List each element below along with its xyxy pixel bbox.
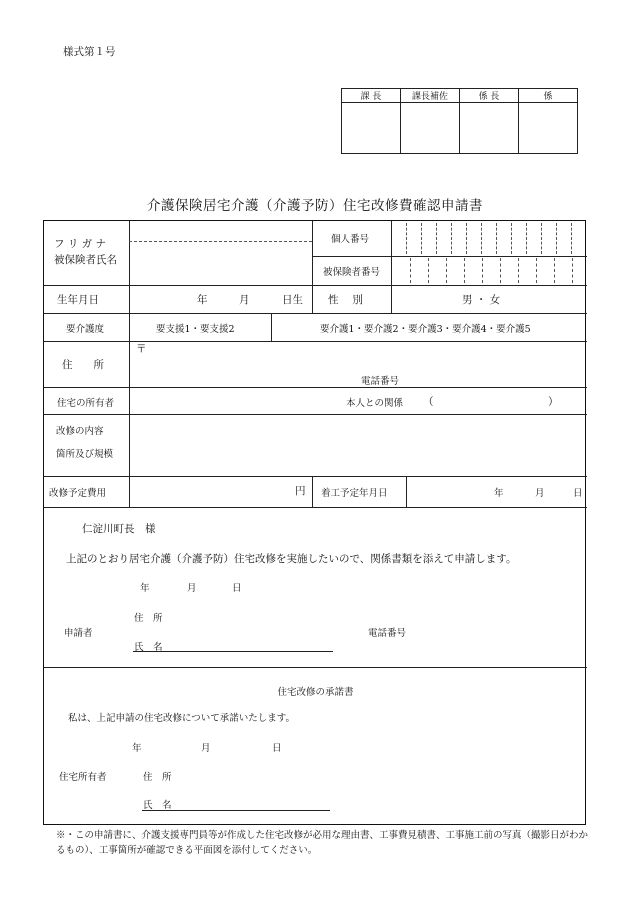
applicant-name-line[interactable]: [133, 651, 333, 652]
application-statement: 上記のとおり居宅介護（介護予防）住宅改修を実施したいので、関係書類を添えて申請します。: [66, 553, 517, 565]
yen-unit: 円: [295, 485, 306, 497]
application-month-label: 月: [187, 583, 197, 594]
consent-day-label: 日: [272, 743, 282, 754]
birthdate-label: 生年月日: [57, 294, 99, 306]
start-day-label: 日: [573, 488, 583, 499]
approval-stamp-2[interactable]: [401, 103, 460, 154]
addressee: 仁淀川町長 様: [82, 523, 156, 535]
application-form: [43, 220, 586, 825]
content-input[interactable]: [131, 416, 585, 474]
applicant-name-label: 氏 名: [134, 642, 163, 653]
birth-year-label: 年: [197, 294, 208, 306]
consent-address-label: 住 所: [143, 772, 172, 783]
address-input[interactable]: [131, 343, 585, 385]
consent-name-label: 氏 名: [143, 800, 172, 811]
applicant-phone-label: 電話番号: [368, 628, 407, 639]
phone-label: 電話番号: [361, 376, 400, 387]
start-date-label: 着工予定年月日: [321, 488, 388, 499]
approval-stamp-4[interactable]: [519, 103, 578, 154]
sex-options[interactable]: 男 ・ 女: [462, 294, 501, 306]
relation-paren-close: ）: [548, 396, 559, 408]
insured-name-input[interactable]: [131, 243, 310, 283]
support-level-options[interactable]: 要支援1・要支援2: [156, 324, 235, 335]
planned-cost-input[interactable]: [131, 478, 291, 505]
application-year-label: 年: [140, 583, 150, 594]
approval-stamp-3[interactable]: [460, 103, 519, 154]
care-level-options[interactable]: 要介護1・要介護2・要介護3・要介護4・要介護5: [320, 324, 531, 335]
personal-number-input[interactable]: [392, 223, 585, 254]
approval-col-1: 課 長: [342, 89, 401, 103]
content-label: 改修の内容: [56, 426, 104, 437]
consent-owner-label: 住宅所有者: [59, 772, 107, 783]
consent-year-label: 年: [132, 743, 142, 754]
home-owner-label: 住宅の所有者: [57, 398, 115, 409]
approval-stamp-table: [341, 88, 578, 154]
document-title: 介護保険居宅介護（介護予防）住宅改修費確認申請書: [147, 198, 483, 214]
furigana-label: フ リ ガ ナ: [54, 238, 107, 250]
applicant-label: 申請者: [64, 628, 93, 639]
sex-label: 性 別: [328, 294, 363, 306]
applicant-address-label: 住 所: [134, 613, 163, 624]
personal-number-label: 個人番号: [331, 234, 370, 245]
start-month-label: 月: [535, 488, 545, 499]
insured-name-label: 被保険者氏名: [54, 254, 117, 266]
approval-stamp-1[interactable]: [342, 103, 401, 154]
relation-input[interactable]: [439, 393, 544, 411]
planned-cost-label: 改修予定費用: [49, 488, 107, 499]
insured-number-label: 被保険者番号: [323, 267, 381, 278]
consent-title: 住宅改修の承諾書: [277, 687, 354, 698]
application-day-label: 日: [232, 583, 242, 594]
insured-number-input[interactable]: [392, 258, 585, 283]
consent-name-line[interactable]: [142, 810, 330, 811]
start-year-label: 年: [494, 488, 504, 499]
relation-label: 本人との関係: [346, 398, 404, 409]
care-level-label: 要介護度: [66, 324, 105, 335]
birth-month-label: 月: [239, 294, 250, 306]
scope-label: 箇所及び規模: [56, 449, 114, 460]
form-number: 様式第１号: [63, 46, 116, 58]
address-label: 住 所: [62, 359, 104, 371]
relation-paren-open: （: [423, 396, 434, 408]
approval-col-4: 係: [519, 89, 578, 103]
postal-mark: 〒: [136, 343, 147, 355]
consent-month-label: 月: [201, 743, 211, 754]
consent-statement: 私は、上記申請の住宅改修について承諾いたします。: [68, 713, 296, 724]
furigana-input[interactable]: [131, 223, 310, 240]
approval-col-2: 課長補佐: [401, 89, 460, 103]
approval-col-3: 係 長: [460, 89, 519, 103]
footnote: ※・この申請書に、介護支援専門員等が作成した住宅改修が必用な理由書、工事費見積書、工事施工前の写真（撮影日がわかるもの）、工事箇所が確認できる平面図を添付してください。: [56, 830, 589, 856]
birth-day-label: 日生: [282, 294, 303, 306]
